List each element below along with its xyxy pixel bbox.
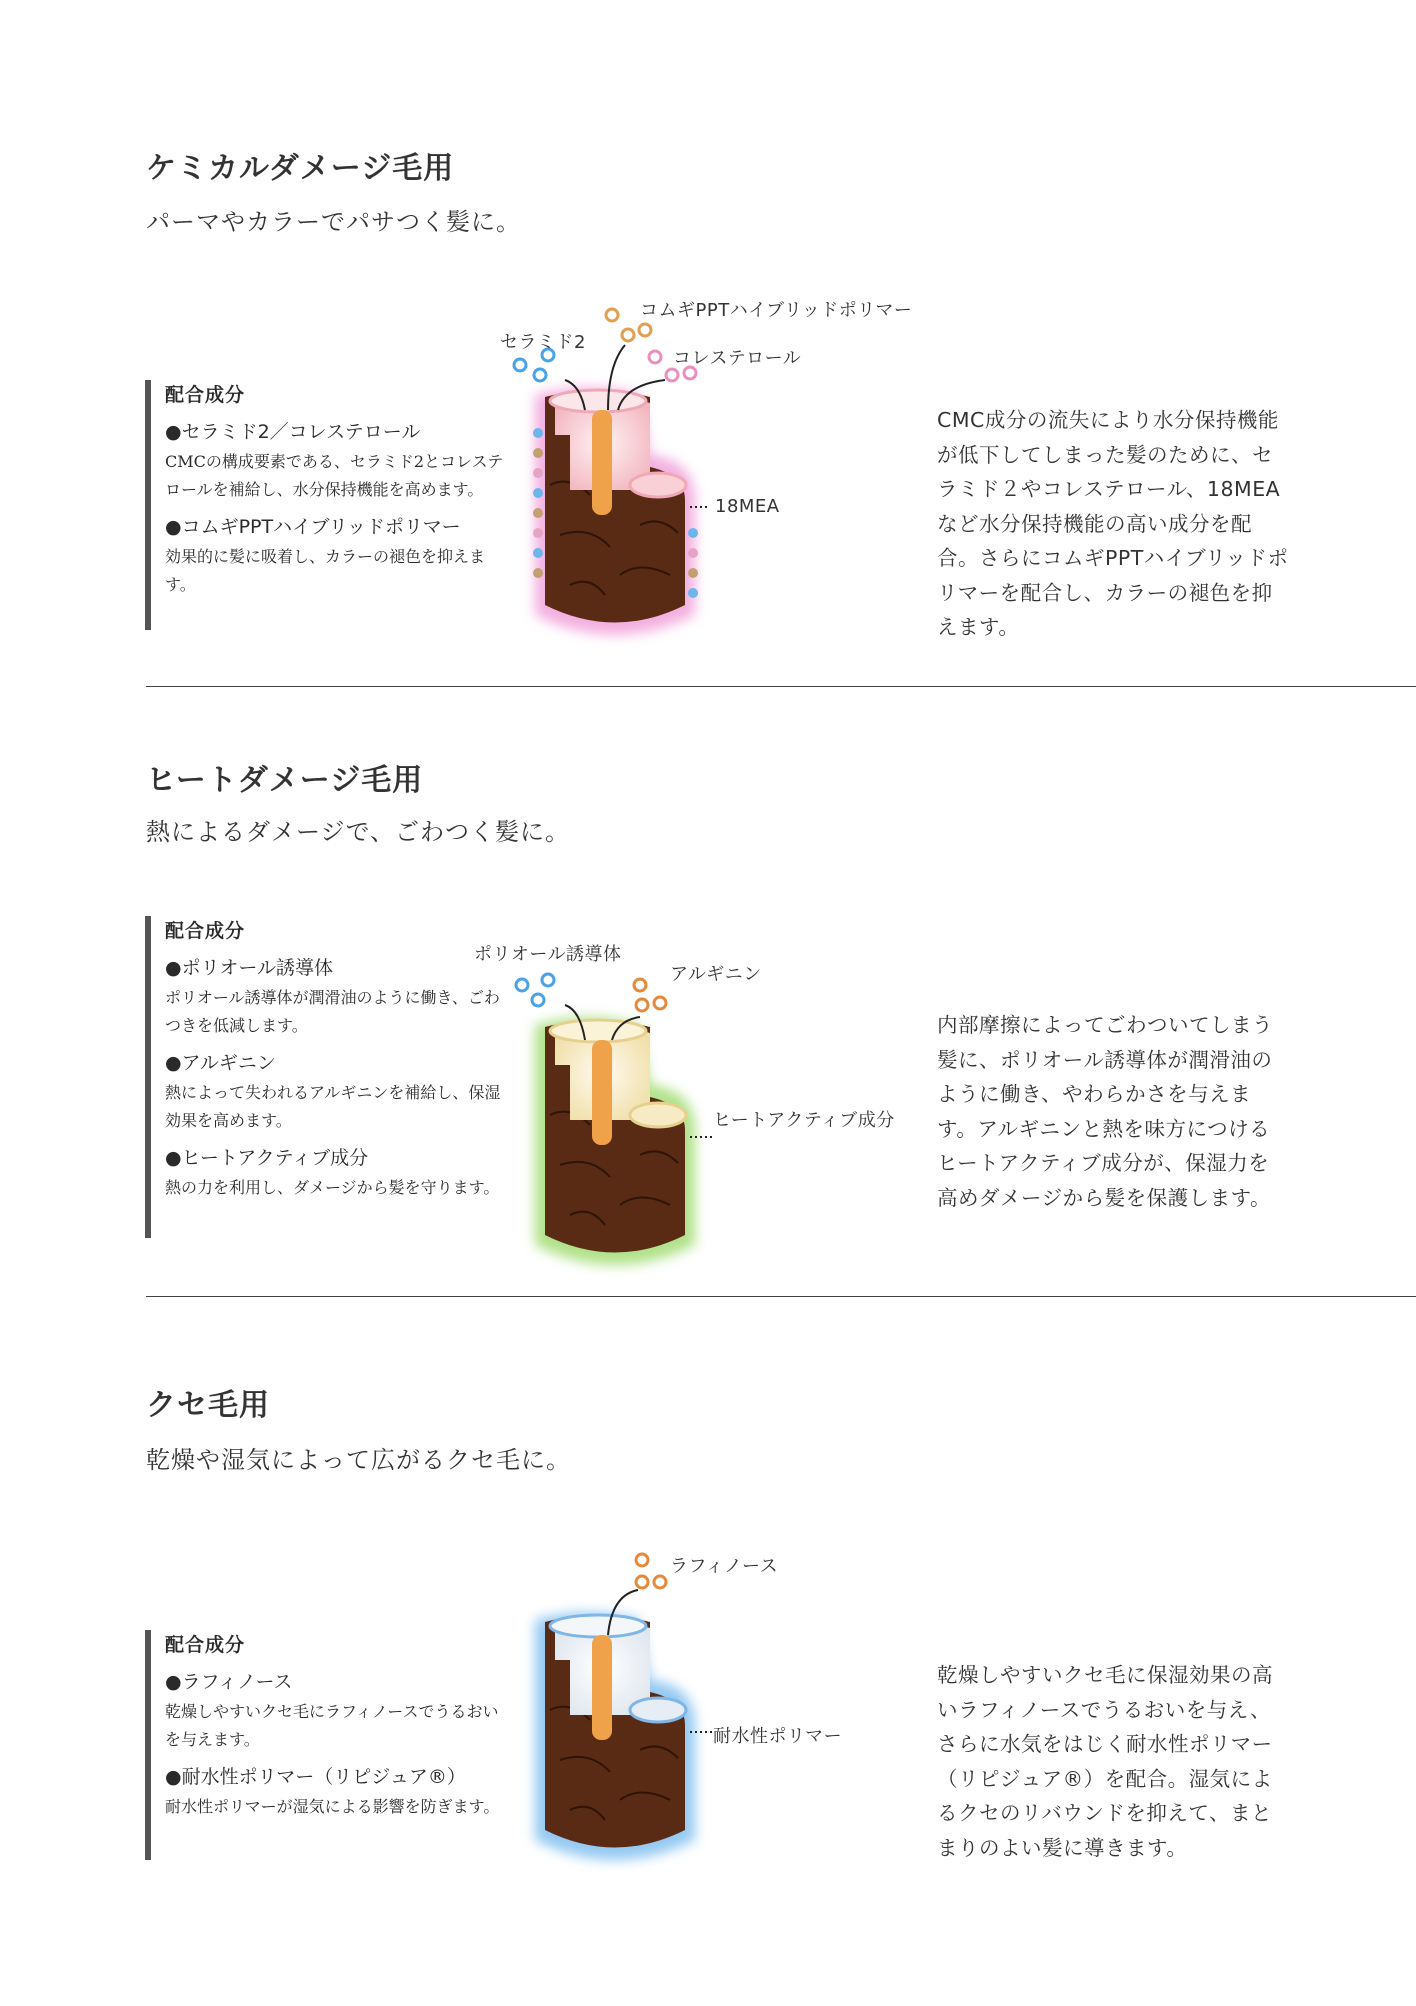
ingredient-name: ●ラフィノース [165, 1671, 293, 1693]
label-cholesterol: コレステロール [673, 348, 802, 369]
section-description: 乾燥しやすいクセ毛に保湿効果の高いラフィノースでうるおいを与え、さらに水気をはじく耐水性ポリマー（リピジュア®）を配合。湿気によるクセのリバウンドを抑えて、まとまりのよい髪に導きます。 [937, 1663, 1273, 1860]
label-heat-active: ヒートアクティブ成分 [713, 1110, 895, 1131]
ingredient-name: ●ヒートアクティブ成分 [165, 1147, 369, 1169]
ingredient-desc: 効果的に髪に吸着し、カラーの褪色を抑えます。 [165, 547, 486, 594]
label-ceramide: セラミド2 [500, 332, 586, 353]
label-arginine: アルギニン [670, 964, 762, 985]
section-subtitle: パーマやカラーでパサつく髪に。 [146, 208, 521, 236]
ingredient-name: ●アルギニン [165, 1052, 276, 1074]
ingredient-name: ●セラミド2／コレステロール [165, 421, 421, 443]
section-subtitle: 熱によるダメージで、ごわつく髪に。 [146, 818, 571, 846]
section-title: ヒートダメージ毛用 [146, 763, 424, 798]
hair-diagram [500, 1540, 820, 1880]
ingredient-name: ●ポリオール誘導体 [165, 957, 334, 979]
ingredient-desc: CMCの構成要素である、セラミド2とコレステロールを補給し、水分保持機能を高めます。 [165, 452, 504, 499]
ingredients-box [145, 916, 510, 1238]
label-polyol: ポリオール誘導体 [474, 944, 622, 965]
ingredients-heading: 配合成分 [165, 1634, 246, 1656]
section-description: CMC成分の流失により水分保持機能が低下してしまった髪のために、セラミド２やコレステロール、18MEA など水分保持機能の高い成分を配合。さらにコムギPPTハイブリッドポリマーを配合し、カラーの褪色を抑えます。 [937, 408, 1289, 639]
label-18mea: 18MEA [715, 496, 780, 517]
ingredient-desc: 乾燥しやすいクセ毛にラフィノースでうるおいを与えます。 [165, 1702, 499, 1749]
ingredients-box [145, 1630, 510, 1860]
section-heat-damage [0, 690, 1416, 1300]
ingredient-desc: 熱の力を利用し、ダメージから髪を守ります。 [165, 1178, 500, 1197]
ingredient-desc: 熱によって失われるアルギニンを補給し、保湿効果を高めます。 [165, 1083, 501, 1130]
label-raffinose: ラフィノース [670, 1556, 779, 1577]
section-subtitle: 乾燥や湿気によって広がるクセ毛に。 [146, 1446, 571, 1474]
section-divider [146, 686, 1416, 687]
ingredient-name: ●コムギPPTハイブリッドポリマー [165, 516, 461, 538]
label-wheat-polymer: コムギPPTハイブリッドポリマー [640, 300, 913, 321]
section-divider [146, 1296, 1416, 1297]
ingredient-name: ●耐水性ポリマー（リピジュア®） [165, 1766, 466, 1788]
section-title: ケミカルダメージ毛用 [146, 151, 455, 186]
label-water-resistant-polymer: 耐水性ポリマー [713, 1726, 843, 1747]
ingredients-heading: 配合成分 [165, 384, 246, 406]
ingredients-box [145, 380, 510, 630]
ingredient-desc: 耐水性ポリマーが湿気による影響を防ぎます。 [165, 1797, 500, 1816]
ingredients-heading: 配合成分 [165, 920, 246, 942]
section-description: 内部摩擦によってごわついてしまう髪に、ポリオール誘導体が潤滑油のように働き、やわらかさを与えます。アルギニンと熱を味方につけるヒートアクティブ成分が、保湿力を高めダメージから髪を保護します。 [937, 1013, 1273, 1210]
ingredient-desc: ポリオール誘導体が潤滑油のように働き、ごわつきを低減します。 [165, 988, 500, 1035]
section-title: クセ毛用 [146, 1388, 270, 1423]
section-chemical-damage [0, 0, 1416, 690]
section-frizzy-hair [0, 1300, 1416, 2006]
